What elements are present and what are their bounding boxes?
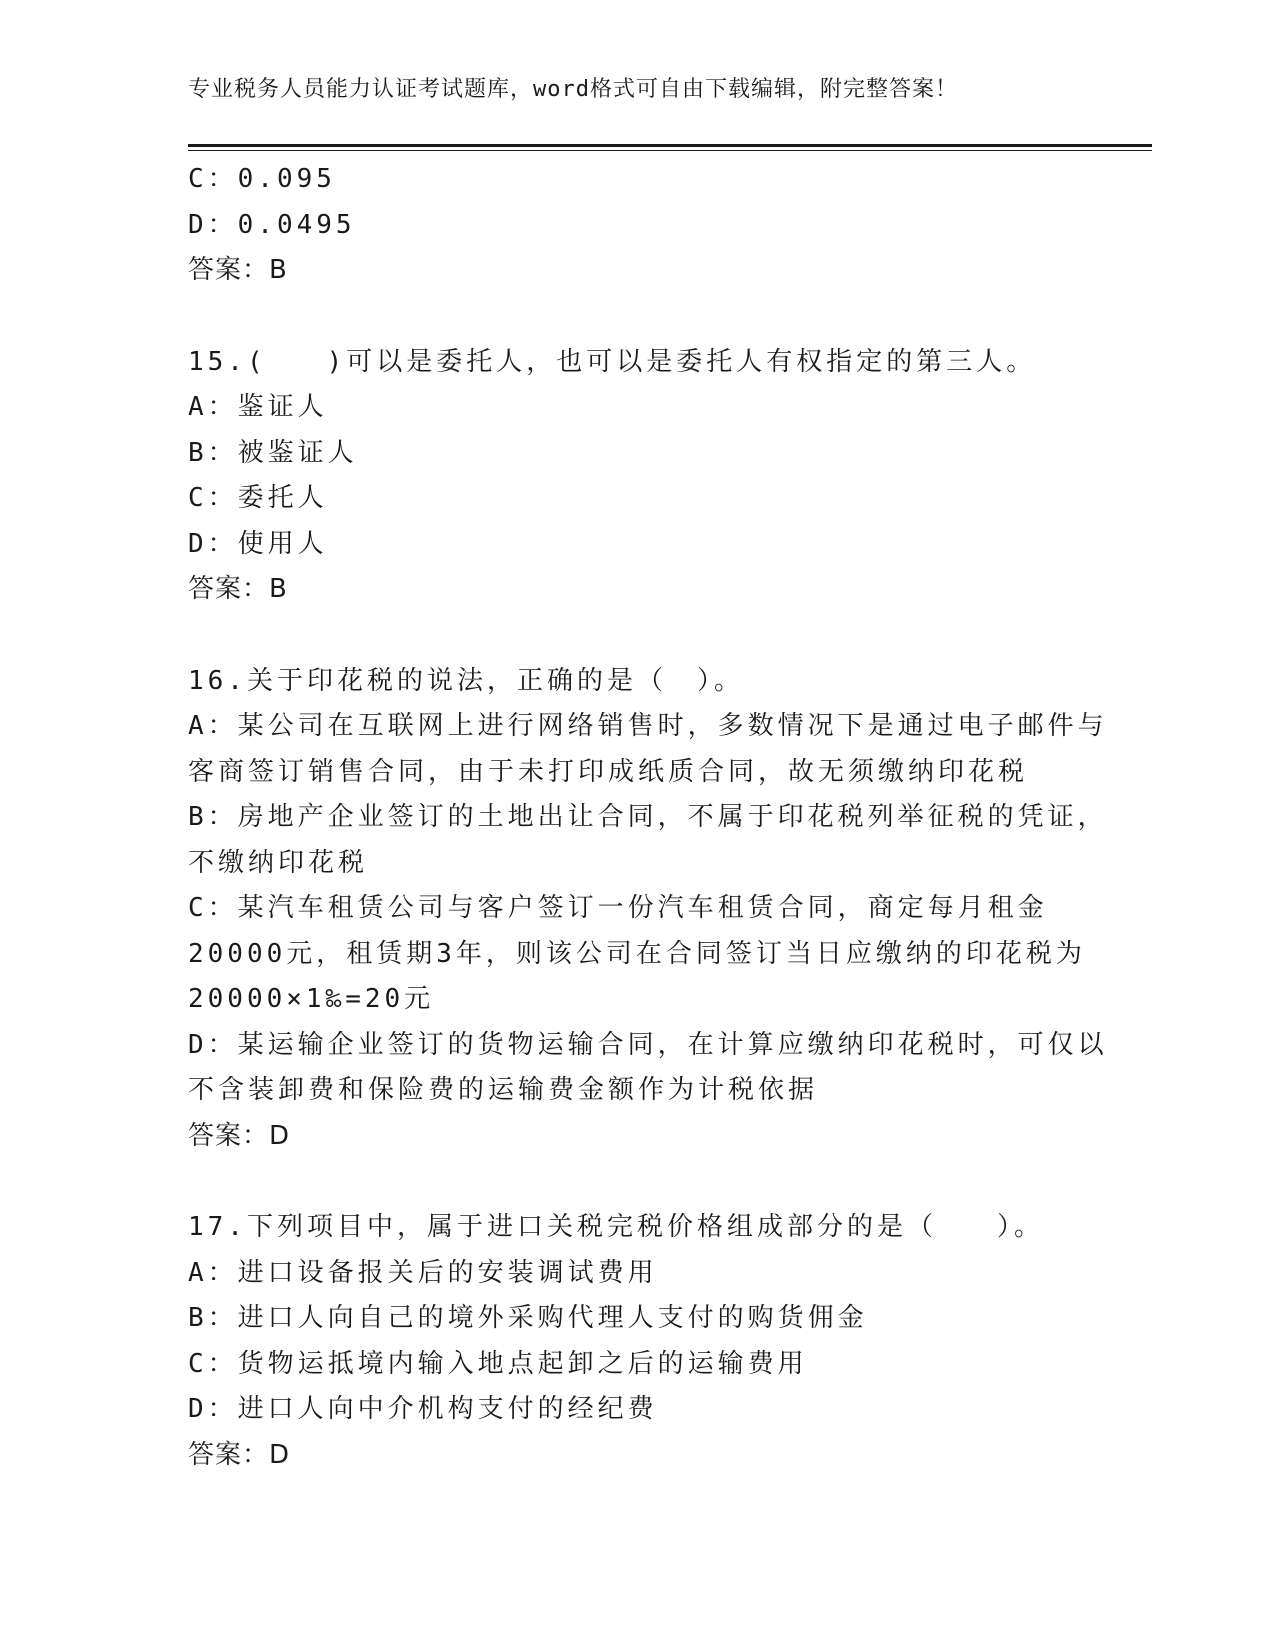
option-c-line-3: 20000×1‰=20元 bbox=[188, 984, 435, 1014]
header-rule-thick bbox=[188, 144, 1152, 147]
question-16 bbox=[188, 659, 1108, 1160]
option-b-line-1: B：房地产企业签订的土地出让合同，不属于印花税列举征税的凭证， bbox=[188, 802, 1108, 832]
question-17 bbox=[188, 1205, 1088, 1478]
option-b-line-2: 不缴纳印花税 bbox=[188, 847, 369, 878]
question-text: 17.下列项目中，属于进口关税完税价格组成部分的是（ ）。 bbox=[188, 1212, 1044, 1242]
option-a-line-1: A：某公司在互联网上进行网络销售时，多数情况下是通过电子邮件与 bbox=[188, 711, 1108, 741]
answer: 答案：B bbox=[188, 255, 288, 285]
question-15 bbox=[188, 340, 1088, 613]
option-a: A：鉴证人 bbox=[188, 392, 328, 422]
question-list bbox=[188, 157, 1108, 1478]
option-a-line-2: 客商签订销售合同，由于未打印成纸质合同，故无须缴纳印花税 bbox=[188, 756, 1029, 787]
spacer bbox=[188, 613, 1088, 659]
answer: 答案：B bbox=[188, 574, 288, 604]
option-b: B：被鉴证人 bbox=[188, 437, 358, 468]
option-c-line-1: C：某汽车租赁公司与客户签订一份汽车租赁合同，商定每月租金 bbox=[188, 893, 1048, 923]
spacer bbox=[188, 294, 1088, 340]
option-b: B：进口人向自己的境外采购代理人支付的购货佣金 bbox=[188, 1303, 868, 1333]
option-d-line-2: 不含装卸费和保险费的运输费金额作为计税依据 bbox=[188, 1075, 819, 1105]
option-d: D：进口人向中介机构支付的经纪费 bbox=[188, 1394, 658, 1424]
option-d: D：使用人 bbox=[188, 528, 328, 559]
option-c: C：货物运抵境内输入地点起卸之后的运输费用 bbox=[188, 1348, 808, 1379]
option-c: C：委托人 bbox=[188, 483, 328, 513]
option-d-line-1: D：某运输企业签订的货物运输合同，在计算应缴纳印花税时，可仅以 bbox=[188, 1029, 1108, 1060]
question-text: 16.关于印花税的说法，正确的是（ ）。 bbox=[188, 665, 744, 696]
question-14 bbox=[188, 157, 1088, 294]
page-header: 专业税务人员能力认证考试题库，word格式可自由下载编辑，附完整答案！ bbox=[188, 77, 958, 102]
answer: 答案：D bbox=[188, 1439, 291, 1470]
option-a: A：进口设备报关后的安装调试费用 bbox=[188, 1257, 658, 1288]
option-c-line-2: 20000元，租赁期3年，则该公司在合同签订当日应缴纳的印花税为 bbox=[188, 938, 1086, 969]
question-text: 15.( )可以是委托人，也可以是委托人有权指定的第三人。 bbox=[188, 346, 1037, 377]
option-c: C：0.095 bbox=[188, 164, 336, 194]
spacer bbox=[188, 1159, 1088, 1205]
option-d: D：0.0495 bbox=[188, 209, 356, 240]
answer: 答案：D bbox=[188, 1120, 291, 1151]
header-rule-thin bbox=[188, 150, 1152, 151]
